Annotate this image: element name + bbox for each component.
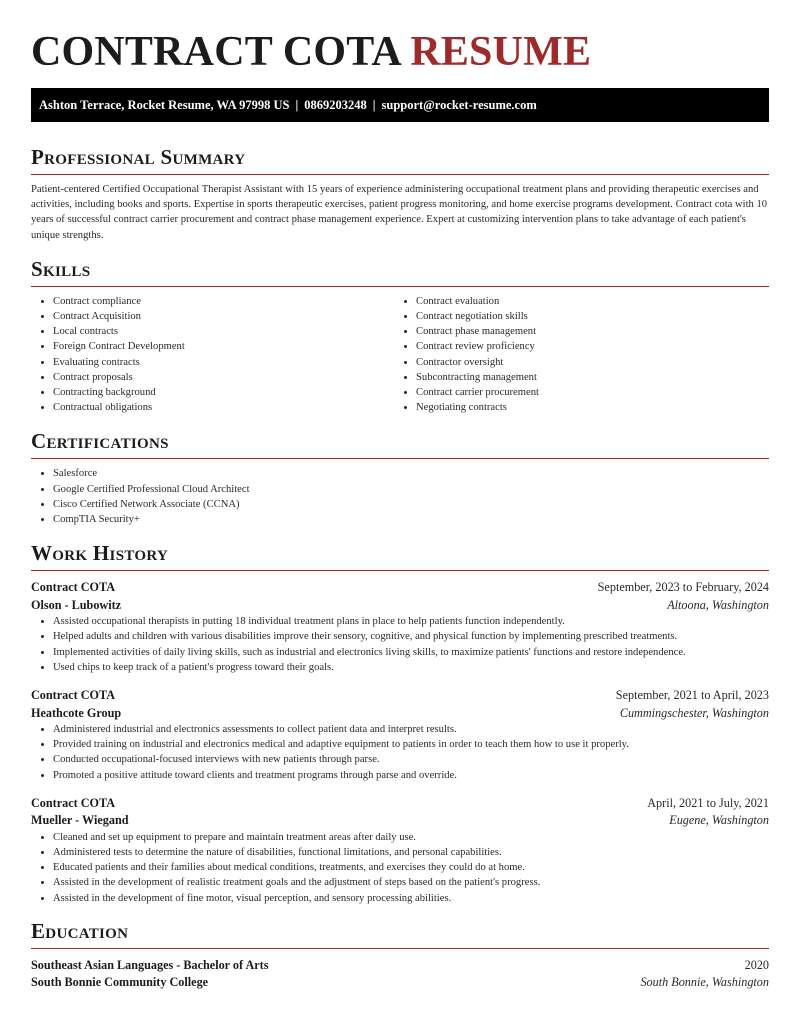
skill-item: • Contract evaluation — [416, 294, 757, 309]
contact-separator: | — [372, 98, 376, 112]
skill-item: • Contract carrier procurement — [416, 385, 757, 400]
resume-title — [31, 0, 769, 76]
job-duty: • Administered industrial and electronics assessments to collect patient data and interpret results. — [53, 722, 769, 737]
education-degree: Southeast Asian Languages - Bachelor of Arts — [31, 957, 269, 972]
skill-item: • Negotiating contracts — [416, 400, 757, 415]
job-company: Heathcote Group — [31, 705, 122, 720]
job-duty: • Provided training on industrial and electronics medical and adaptive equipment to patients in order to teach them how to use it properly. — [53, 737, 769, 752]
contact-separator: | — [295, 98, 299, 112]
job-duty: • Implemented activities of daily living skills, such as industrial and electronics living skills, to maximize patients' functions and restore independence. — [53, 645, 769, 660]
job-header — [31, 579, 769, 597]
job-duties — [31, 722, 769, 783]
job-location: Eugene, Washington — [669, 813, 769, 828]
job-entry — [31, 579, 769, 675]
skills-divider — [31, 286, 769, 287]
job-entry — [31, 795, 769, 906]
skills-column-left — [31, 294, 394, 416]
work-history-section — [31, 540, 769, 906]
skill-item: • Contract negotiation skills — [416, 309, 757, 324]
job-company: Olson - Lubowitz — [31, 597, 122, 612]
resume-title-accent: RESUME — [410, 29, 592, 75]
summary-divider — [31, 174, 769, 175]
job-dates: April, 2021 to July, 2021 — [647, 795, 769, 810]
skill-item: • Contract review proficiency — [416, 339, 757, 354]
skill-item: • Contract compliance — [53, 294, 394, 309]
job-duty: • Assisted in the development of fine motor, visual perception, and sensory processing abilities. — [53, 891, 769, 906]
certifications-list — [31, 466, 769, 527]
skill-item: • Foreign Contract Development — [53, 339, 394, 354]
education-section — [31, 918, 769, 992]
skills-grid — [31, 294, 769, 416]
certifications-divider — [31, 458, 769, 459]
job-location: Cummingschester, Washington — [619, 705, 769, 720]
summary-heading: Professional Summary — [31, 145, 246, 169]
job-dates: September, 2021 to April, 2023 — [615, 688, 769, 703]
job-duty: • Administered tests to determine the nature of disabilities, functional limitations, and personal capabilities. — [53, 845, 769, 860]
job-duty: • Promoted a positive attitude toward clients and treatment programs through parse and override. — [53, 768, 769, 783]
job-duties — [31, 830, 769, 906]
job-location: Altoona, Washington — [667, 597, 769, 612]
job-subheader — [31, 597, 769, 615]
education-school: South Bonnie Community College — [31, 975, 209, 990]
job-duty: • Used chips to keep track of a patient's progress toward their goals. — [53, 660, 769, 675]
skill-item: • Local contracts — [53, 324, 394, 339]
certifications-section — [31, 428, 769, 527]
job-header — [31, 687, 769, 705]
skills-list-right — [394, 294, 757, 416]
skill-item: • Contract proposals — [53, 370, 394, 385]
job-entry — [31, 687, 769, 783]
job-title: Contract COTA — [31, 580, 116, 595]
job-duties — [31, 614, 769, 675]
job-subheader — [31, 812, 769, 830]
education-divider — [31, 948, 769, 949]
certification-item: • Salesforce — [53, 466, 769, 481]
job-title: Contract COTA — [31, 795, 116, 810]
job-duty: • Assisted occupational therapists in putting 18 individual treatment plans in place to help patients function independently. — [53, 614, 769, 629]
skill-item: • Contracting background — [53, 385, 394, 400]
job-title: Contract COTA — [31, 688, 116, 703]
resume-title-main: CONTRACT COTA — [31, 29, 400, 75]
job-subheader — [31, 705, 769, 723]
education-heading: Education — [31, 918, 129, 943]
contact-email: support@rocket-resume.com — [381, 98, 537, 112]
education-location: South Bonnie, Washington — [640, 975, 769, 990]
job-duty: • Cleaned and set up equipment to prepare and maintain treatment areas after daily use. — [53, 830, 769, 845]
work-history-heading: Work History — [31, 541, 169, 566]
job-dates: September, 2023 to February, 2024 — [597, 580, 769, 595]
education-header — [31, 957, 769, 975]
certification-item: • Cisco Certified Network Associate (CCNA) — [53, 497, 769, 512]
education-subheader — [31, 974, 769, 992]
contact-bar — [31, 88, 769, 122]
skill-item: • Contractual obligations — [53, 400, 394, 415]
skill-item: • Evaluating contracts — [53, 355, 394, 370]
skills-section — [31, 256, 769, 416]
skill-item: • Contract Acquisition — [53, 309, 394, 324]
contact-address: Ashton Terrace, Rocket Resume, WA 97998 US — [39, 98, 290, 112]
job-duty: • Assisted in the development of realistic treatment goals and the adjustment of steps based on the patient's progress. — [53, 875, 769, 890]
skills-column-right — [394, 294, 757, 416]
skills-heading: Skills — [31, 256, 91, 281]
certification-item: • CompTIA Security+ — [53, 512, 769, 527]
summary-text: Patient-centered Certified Occupational Therapist Assistant with 15 years of experience administering occupational treatment plans and providing therapeutic exercises and activities, including books and sports. Expertise in sports therapeutic exercises, patient progress monitoring, and home exercise programs development. Contract cota with 10 years of successful contract carrier procurement and contract phase management experience. Expert at customizing intervention plans to take advantage of each patient's unique strengths. — [31, 184, 768, 241]
job-header — [31, 795, 769, 813]
work-history-divider — [31, 570, 769, 571]
contact-phone: 0869203248 — [304, 98, 367, 112]
summary-section — [31, 144, 769, 243]
education-year: 2020 — [744, 957, 769, 972]
job-duty: • Helped adults and children with various disabilities improve their sensory, cognitive, and physical function by implementing prescribed treatments. — [53, 629, 769, 644]
skill-item: • Contract phase management — [416, 324, 757, 339]
certifications-heading: Certifications — [31, 429, 169, 454]
job-company: Mueller - Wiegand — [31, 813, 129, 828]
job-duty: • Educated patients and their families about medical conditions, treatments, and exercises they could do at home. — [53, 860, 769, 875]
skill-item: • Contractor oversight — [416, 355, 757, 370]
certification-item: • Google Certified Professional Cloud Architect — [53, 482, 769, 497]
skills-list-left — [31, 294, 394, 416]
skill-item: • Subcontracting management — [416, 370, 757, 385]
job-duty: • Conducted occupational-focused interviews with new patients through parse. — [53, 752, 769, 767]
education-entry — [31, 957, 769, 992]
